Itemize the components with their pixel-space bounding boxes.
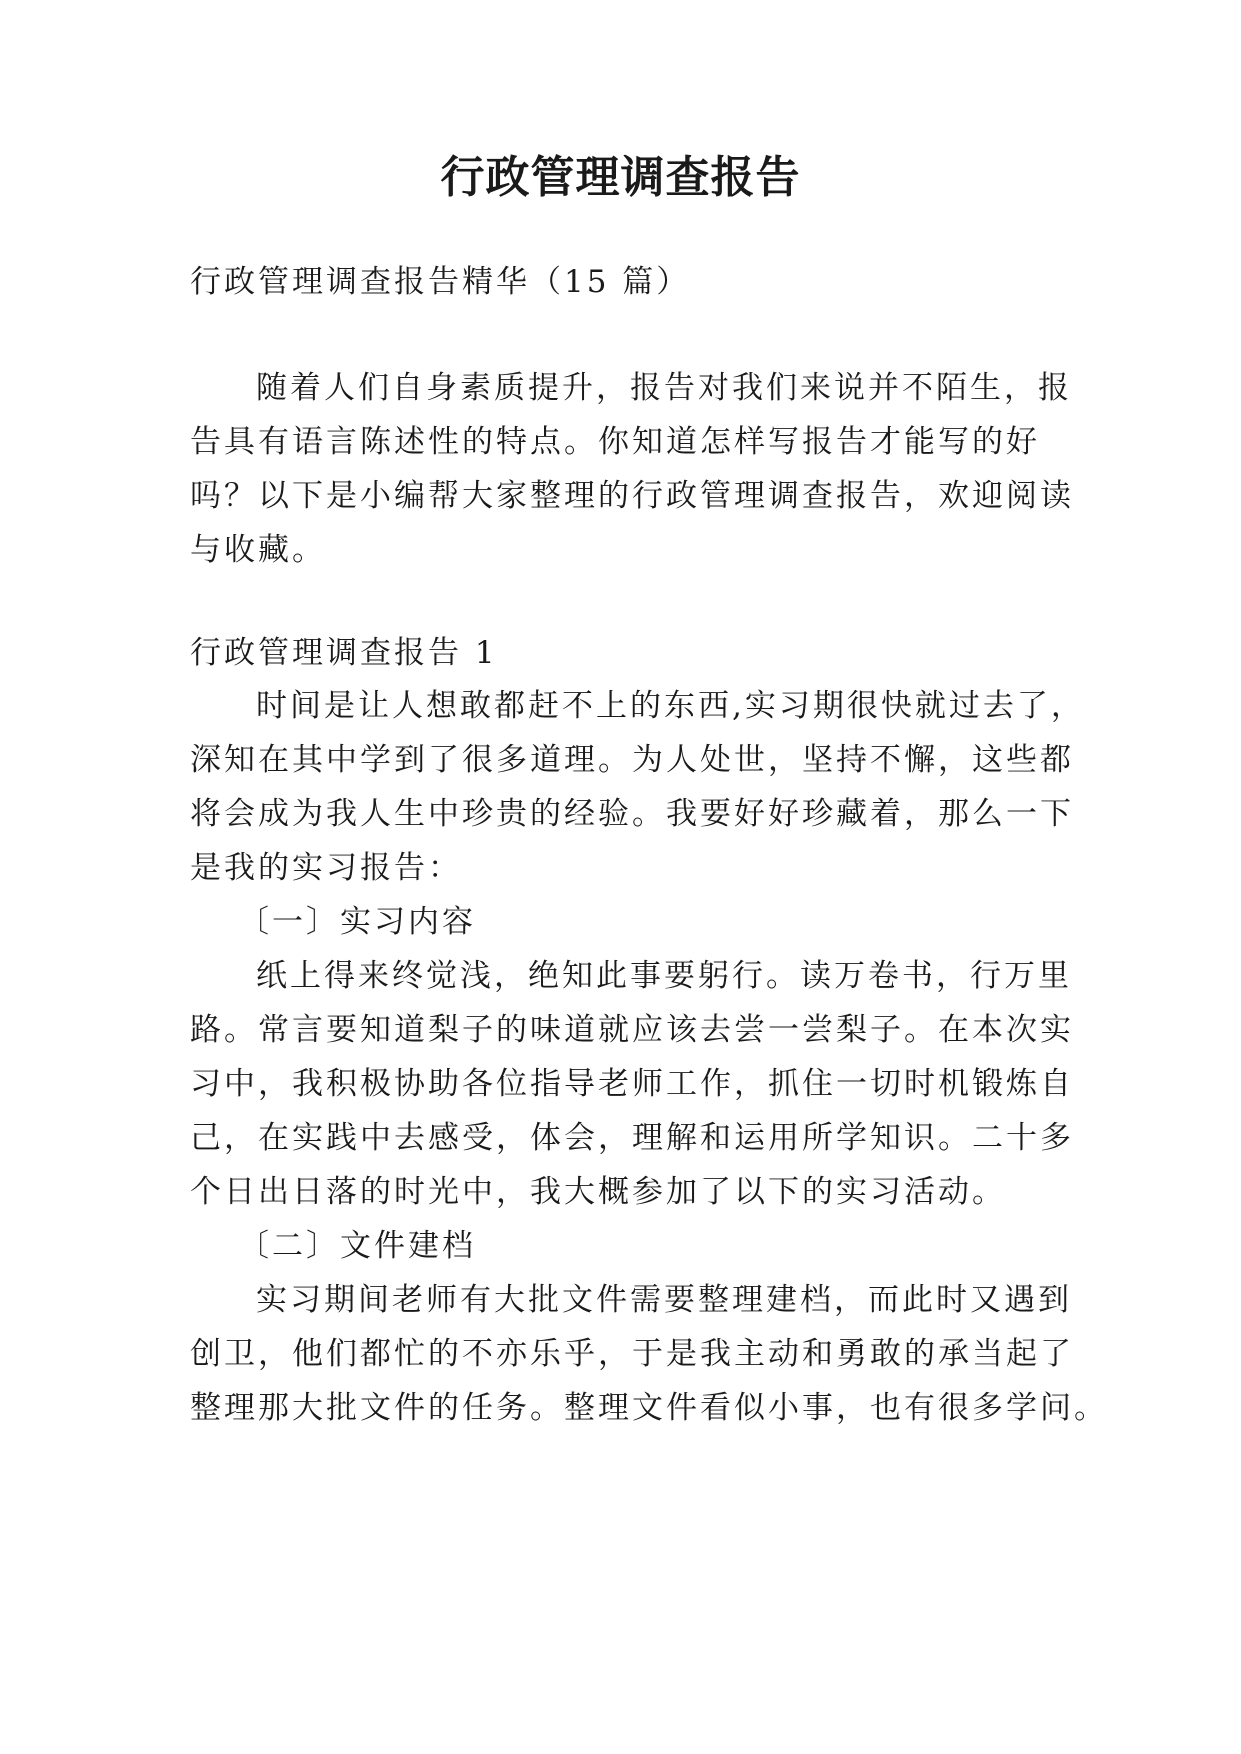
section-heading: 行政管理调查报告 1	[190, 635, 498, 671]
document-subtitle: 行政管理调查报告精华（15 篇）	[190, 264, 691, 300]
paragraph-line: 是我的实习报告：	[190, 850, 462, 886]
paragraph-line: 纸上得来终觉浅，绝知此事要躬行。读万卷书，行万里	[256, 958, 1072, 994]
subsection-heading: 〔一〕实习内容	[238, 904, 476, 940]
paragraph-line: 创卫，他们都忙的不亦乐乎，于是我主动和勇敢的承当起了	[190, 1336, 1074, 1372]
intro-line: 吗？以下是小编帮大家整理的行政管理调查报告，欢迎阅读	[190, 478, 1074, 514]
paragraph-line: 路。常言要知道梨子的味道就应该去尝一尝梨子。在本次实	[190, 1012, 1074, 1048]
paragraph-line: 己，在实践中去感受，体会，理解和运用所学知识。二十多	[190, 1120, 1074, 1156]
paragraph-line: 习中，我积极协助各位指导老师工作，抓住一切时机锻炼自	[190, 1066, 1074, 1102]
paragraph-line: 整理那大批文件的任务。整理文件看似小事，也有很多学问。	[190, 1390, 1108, 1426]
paragraph-line: 时间是让人想敢都赶不上的东西,实习期很快就过去了，	[256, 688, 1085, 724]
intro-line: 与收藏。	[190, 532, 326, 568]
intro-line: 告具有语言陈述性的特点。你知道怎样写报告才能写的好	[190, 424, 1040, 460]
paragraph-line: 将会成为我人生中珍贵的经验。我要好好珍藏着，那么一下	[190, 796, 1074, 832]
document-title: 行政管理调查报告	[440, 152, 801, 203]
intro-line: 随着人们自身素质提升，报告对我们来说并不陌生，报	[256, 370, 1072, 406]
paragraph-line: 个日出日落的时光中，我大概参加了以下的实习活动。	[190, 1174, 1006, 1210]
paragraph-line: 深知在其中学到了很多道理。为人处世，坚持不懈，这些都	[190, 742, 1074, 778]
paragraph-line: 实习期间老师有大批文件需要整理建档，而此时又遇到	[256, 1282, 1072, 1318]
subsection-heading: 〔二〕文件建档	[238, 1228, 476, 1264]
